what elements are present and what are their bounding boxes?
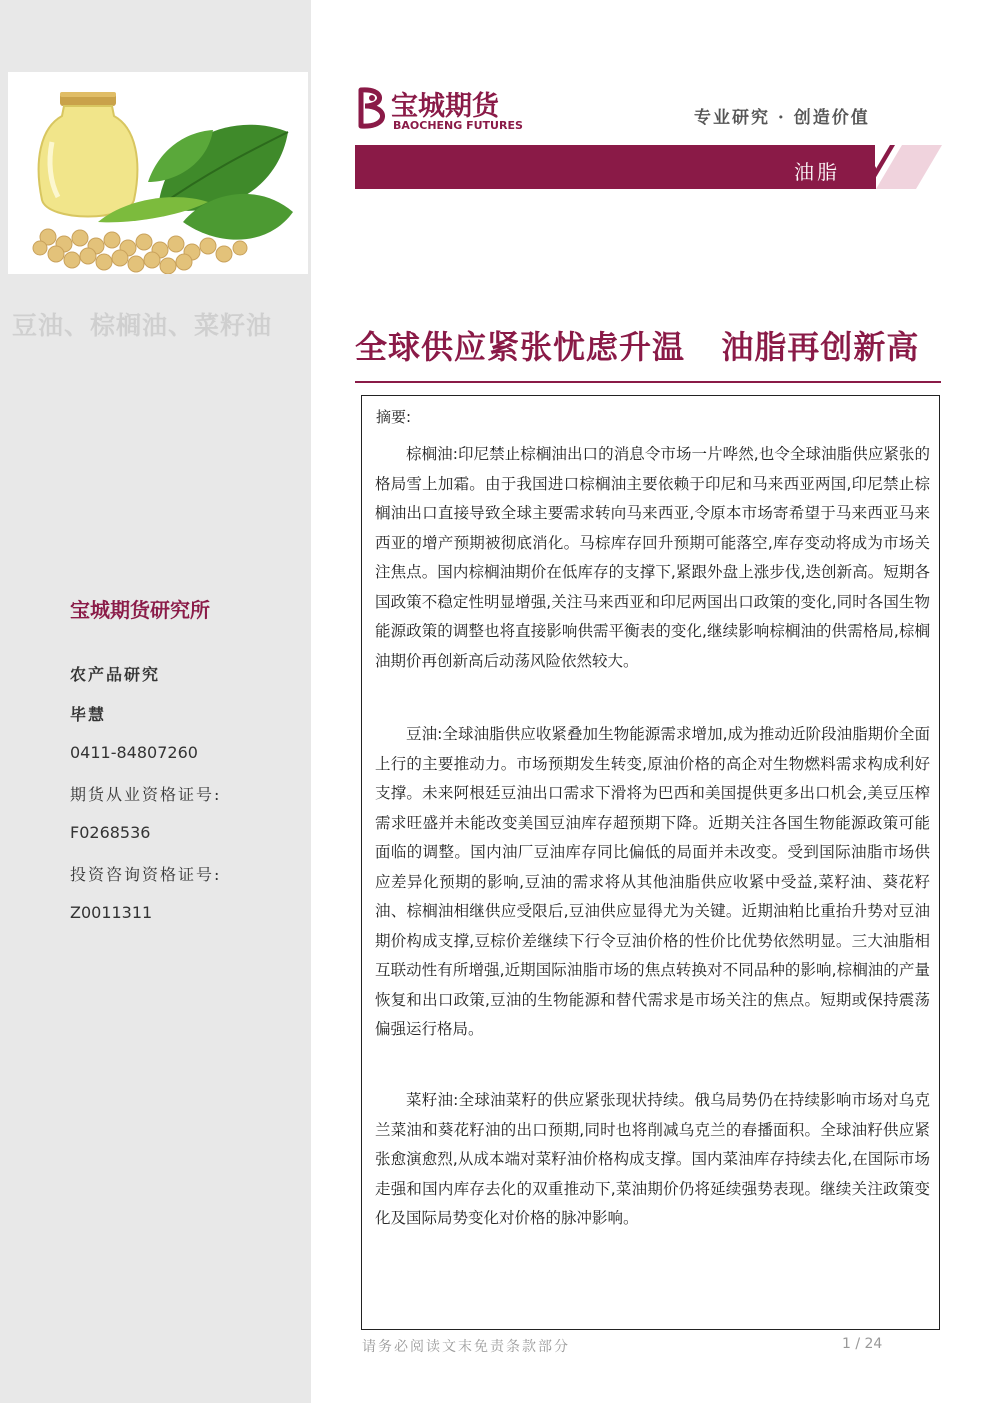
page-number: 1 / 24	[842, 1336, 883, 1352]
analyst-name: 毕慧	[70, 705, 107, 724]
disclaimer-note: 请务必阅读文末免责条款部分	[362, 1339, 570, 1355]
title-divider	[355, 381, 941, 383]
sidebar	[0, 0, 311, 1403]
futures-cert-number: F0268536	[70, 823, 151, 842]
analyst-phone: 0411-84807260	[70, 743, 198, 762]
sector-label: 油脂	[794, 160, 840, 184]
company-logo	[355, 84, 525, 134]
futures-cert-label: 期货从业资格证号:	[70, 785, 222, 804]
sidebar-products: 豆油、棕榈油、菜籽油	[12, 311, 273, 340]
invest-cert-label: 投资咨询资格证号:	[70, 865, 222, 884]
invest-cert-number: Z0011311	[70, 903, 153, 922]
institute-name: 宝城期货研究所	[70, 598, 210, 622]
slogan: 专业研究 · 创造价值	[694, 108, 870, 128]
soybean-oil-paragraph: 豆油:全球油脂供应收紧叠加生物能源需求增加,成为推动近阶段油脂期价全面上行的主要推动力。市场预期发生转变,原油价格的高企对生物燃料需求构成利好支撑。未来阿根廷豆油出口需求下滑将为巴西和美国提供更多出口机会,美豆压榨需求旺盛并未能改变美国豆油库存超预期下降。近期关注各国生物能源政策可能面临的调整。国内油厂豆油库存同比偏低的局面并未改变。受到国际油脂市场供应差异化预期的影响,豆油的需求将从其他油脂供应收紧中受益,菜籽油、葵花籽油、棕榈油相继供应受限后,豆油供应显得尤为关键。近期油粕比重抬升势对豆油期价构成支撑,豆棕价差继续下行令豆油价格的性价比优势依然明显。三大油脂相互联动性有所增强,近期国际油脂市场的焦点转换对不同品种的影响,棕榈油的产量恢复和出口政策,豆油的生物能源和替代需求是市场关注的焦点。短期或保持震荡偏强运行格局。	[375, 725, 930, 1038]
logo-english: BAOCHENG FUTURES	[393, 119, 523, 132]
summary-label: 摘要:	[376, 408, 412, 426]
soybean-oil-jar-image	[8, 72, 308, 274]
report-title: 全球供应紧张忧虑升温 油脂再创新高	[355, 328, 920, 366]
logo-chinese: 宝城期货	[391, 91, 499, 122]
rapeseed-oil-paragraph: 菜籽油:全球油菜籽的供应紧张现状持续。俄乌局势仍在持续影响市场对乌克兰菜油和葵花籽油的出口预期,同时也将削减乌克兰的春播面积。全球油籽供应紧张愈演愈烈,从成本端对菜籽油价格构成支撑。国内菜油库存持续去化,在国际市场走强和国内库存去化的双重推动下,菜油期价仍将延续强势表现。继续关注政策变化及国际局势变化对价格的脉冲影响。	[375, 1091, 930, 1227]
palm-oil-paragraph: 棕榈油:印尼禁止棕榈油出口的消息令市场一片哗然,也令全球油脂供应紧张的格局雪上加霜。由于我国进口棕榈油主要依赖于印尼和马来西亚两国,印尼禁止棕榈油出口直接导致全球主要需求转向马来西亚,令原本市场寄希望于马来西亚马来西亚的增产预期被彻底消化。马棕库存回升预期可能落空,库存变动将成为市场关注焦点。国内棕榈油期价在低库存的支撑下,紧跟外盘上涨步伐,迭创新高。短期各国政策不稳定性明显增强,关注马来西亚和印尼两国出口政策的变化,同时各国生物能源政策的调整也将直接影响供需平衡表的变化,继续影响棕榈油的供需格局,棕榈油期价再创新高后动荡风险依然较大。	[375, 445, 930, 670]
baocheng-logo-icon	[355, 86, 389, 130]
department: 农产品研究	[70, 665, 161, 684]
summary-box	[361, 395, 940, 1330]
band-stripes-decoration	[862, 145, 942, 189]
